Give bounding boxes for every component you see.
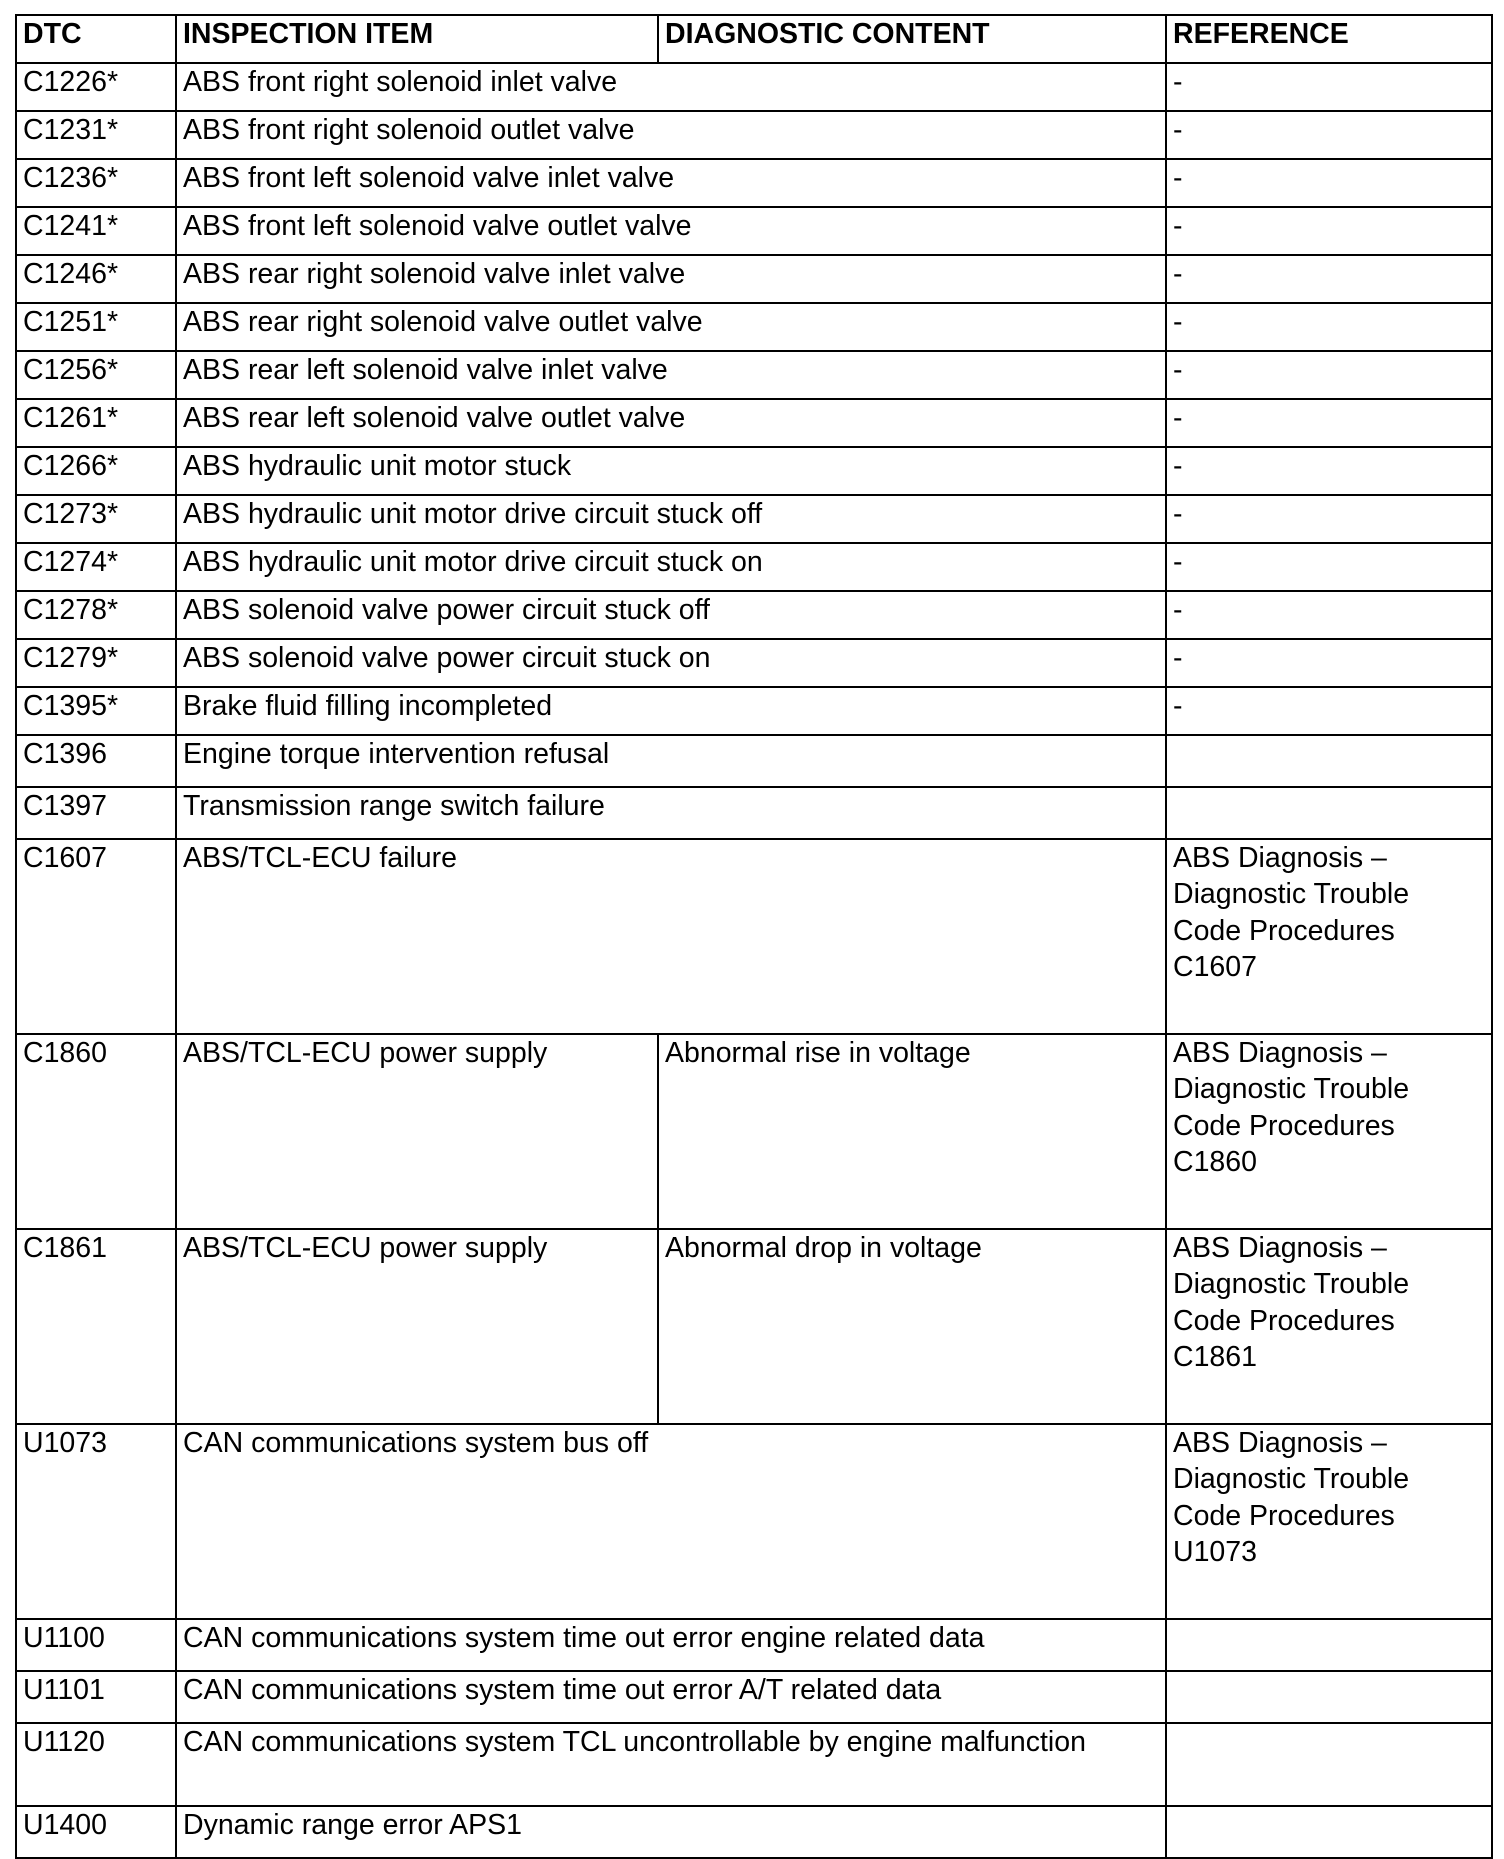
reference-line: ABS Diagnosis – [1173, 842, 1387, 874]
table-row [16, 1671, 1492, 1723]
reference-line: Diagnostic Trouble [1173, 1268, 1410, 1301]
dtc-code: C1236* [16, 159, 176, 207]
dtc-code: C1246* [16, 255, 176, 303]
dtc-code: C1241* [16, 207, 176, 255]
reference [1166, 1034, 1492, 1229]
table-row [16, 351, 1492, 399]
reference [1166, 1229, 1492, 1424]
reference-line: ABS Diagnosis – [1173, 1232, 1387, 1264]
inspection-item: ABS front left solenoid valve inlet valve [176, 159, 1166, 207]
diagnostic-content: Abnormal rise in voltage [658, 1034, 1166, 1229]
reference: - [1166, 447, 1492, 495]
dtc-code: C1273* [16, 495, 176, 543]
header-dtc: DTC [16, 15, 176, 63]
dtc-code: C1860 [16, 1034, 176, 1229]
table-row [16, 1723, 1492, 1806]
dtc-code: C1607 [16, 839, 176, 1034]
reference: - [1166, 159, 1492, 207]
reference-line: C1860 [1173, 1146, 1257, 1179]
dtc-code: U1100 [16, 1619, 176, 1671]
table-row [16, 111, 1492, 159]
table-row [16, 1034, 1492, 1229]
inspection-item: CAN communications system time out error engine related data [176, 1619, 1166, 1671]
inspection-item: ABS rear right solenoid valve outlet valve [176, 303, 1166, 351]
dtc-code: U1120 [16, 1723, 176, 1806]
reference: - [1166, 687, 1492, 735]
inspection-item: Engine torque intervention refusal [176, 735, 1166, 787]
reference: - [1166, 399, 1492, 447]
reference: - [1166, 255, 1492, 303]
inspection-item: CAN communications system time out error A/T related data [176, 1671, 1166, 1723]
table-row [16, 1229, 1492, 1424]
table-row [16, 159, 1492, 207]
table-row [16, 495, 1492, 543]
header-row [16, 15, 1492, 63]
reference: - [1166, 591, 1492, 639]
table-row [16, 447, 1492, 495]
inspection-item: ABS/TCL-ECU power supply [176, 1229, 658, 1424]
table-row [16, 303, 1492, 351]
reference [1166, 839, 1492, 1034]
diagnostic-content: Abnormal drop in voltage [658, 1229, 1166, 1424]
inspection-item: CAN communications system TCL uncontrollable by engine malfunction [176, 1723, 1166, 1806]
reference [1166, 1619, 1492, 1671]
dtc-code: U1101 [16, 1671, 176, 1723]
dtc-code: C1251* [16, 303, 176, 351]
table-row [16, 255, 1492, 303]
reference-line: Diagnostic Trouble [1173, 1073, 1410, 1106]
inspection-item: ABS rear right solenoid valve inlet valve [176, 255, 1166, 303]
table-row [16, 1619, 1492, 1671]
inspection-item: ABS hydraulic unit motor drive circuit stuck on [176, 543, 1166, 591]
inspection-item: ABS/TCL-ECU failure [176, 839, 1166, 1034]
dtc-code: C1274* [16, 543, 176, 591]
reference [1166, 1723, 1492, 1806]
reference-line: C1861 [1173, 1341, 1257, 1374]
dtc-code: C1397 [16, 787, 176, 839]
table-row [16, 787, 1492, 839]
reference: - [1166, 207, 1492, 255]
dtc-code: C1278* [16, 591, 176, 639]
inspection-item: ABS/TCL-ECU power supply [176, 1034, 658, 1229]
reference: - [1166, 639, 1492, 687]
inspection-item: ABS front right solenoid inlet valve [176, 63, 1166, 111]
reference-line: Code Procedures [1173, 914, 1395, 947]
reference: - [1166, 351, 1492, 399]
dtc-code: C1231* [16, 111, 176, 159]
inspection-item: ABS solenoid valve power circuit stuck off [176, 591, 1166, 639]
inspection-item: ABS rear left solenoid valve inlet valve [176, 351, 1166, 399]
dtc-code: C1861 [16, 1229, 176, 1424]
reference [1166, 787, 1492, 839]
reference: - [1166, 495, 1492, 543]
table-row [16, 735, 1492, 787]
reference-line: Diagnostic Trouble [1173, 1463, 1410, 1496]
dtc-code: C1396 [16, 735, 176, 787]
table-row [16, 639, 1492, 687]
reference-line: U1073 [1173, 1536, 1257, 1569]
dtc-code: C1279* [16, 639, 176, 687]
dtc-code: C1261* [16, 399, 176, 447]
table-row [16, 1424, 1492, 1619]
table-row [16, 399, 1492, 447]
reference-line: Code Procedures [1173, 1109, 1395, 1142]
table-row [16, 591, 1492, 639]
dtc-code: C1395* [16, 687, 176, 735]
table-row [16, 63, 1492, 111]
dtc-code: C1226* [16, 63, 176, 111]
reference: - [1166, 543, 1492, 591]
dtc-code: U1073 [16, 1424, 176, 1619]
dtc-code: U1400 [16, 1806, 176, 1858]
reference-line: Diagnostic Trouble [1173, 878, 1410, 911]
dtc-code: C1266* [16, 447, 176, 495]
reference [1166, 1424, 1492, 1619]
reference-line: ABS Diagnosis – [1173, 1427, 1387, 1459]
dtc-table [15, 14, 1493, 1859]
inspection-item: ABS hydraulic unit motor drive circuit stuck off [176, 495, 1166, 543]
header-reference: REFERENCE [1166, 15, 1492, 63]
inspection-item: CAN communications system bus off [176, 1424, 1166, 1619]
reference [1166, 735, 1492, 787]
table-row [16, 543, 1492, 591]
reference-line: ABS Diagnosis – [1173, 1037, 1387, 1069]
header-diagnostic-content: DIAGNOSTIC CONTENT [658, 15, 1166, 63]
reference: - [1166, 111, 1492, 159]
reference: - [1166, 63, 1492, 111]
table-row [16, 687, 1492, 735]
inspection-item: ABS front right solenoid outlet valve [176, 111, 1166, 159]
inspection-item: ABS rear left solenoid valve outlet valve [176, 399, 1166, 447]
reference-line: Code Procedures [1173, 1499, 1395, 1532]
header-inspection-item: INSPECTION ITEM [176, 15, 658, 63]
inspection-item: ABS front left solenoid valve outlet valve [176, 207, 1166, 255]
inspection-item: Dynamic range error APS1 [176, 1806, 1166, 1858]
inspection-item: ABS solenoid valve power circuit stuck on [176, 639, 1166, 687]
reference [1166, 1671, 1492, 1723]
reference: - [1166, 303, 1492, 351]
reference [1166, 1806, 1492, 1858]
table-row [16, 1806, 1492, 1858]
table-row [16, 839, 1492, 1034]
reference-line: C1607 [1173, 951, 1257, 984]
inspection-item: ABS hydraulic unit motor stuck [176, 447, 1166, 495]
table-row [16, 207, 1492, 255]
reference-line: Code Procedures [1173, 1304, 1395, 1337]
inspection-item: Transmission range switch failure [176, 787, 1166, 839]
inspection-item: Brake fluid filling incompleted [176, 687, 1166, 735]
dtc-code: C1256* [16, 351, 176, 399]
